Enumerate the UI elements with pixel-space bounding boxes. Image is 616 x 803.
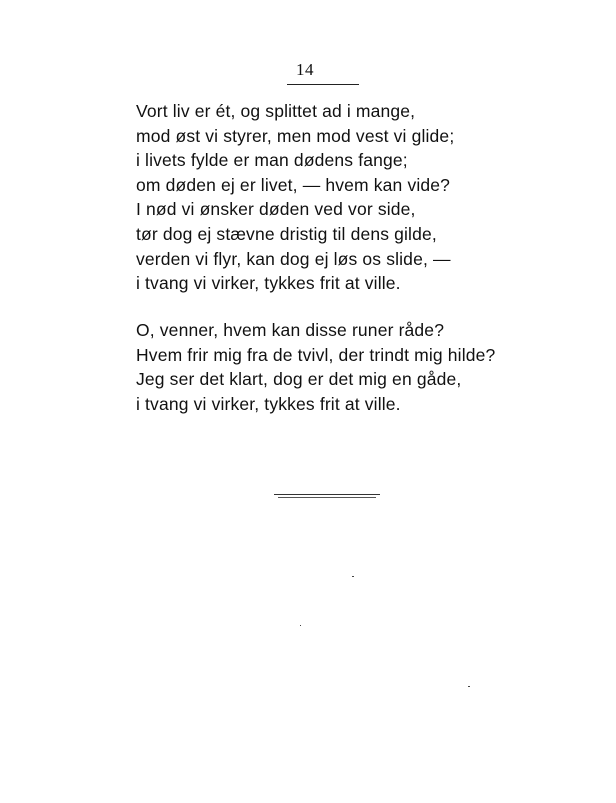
ornament-rule-top	[274, 494, 380, 495]
poem-line: I nød vi ønsker døden ved vor side,	[136, 199, 416, 220]
poem-line: i tvang vi virker, tykkes frit at ville.	[136, 393, 401, 414]
poem-line: i tvang vi virker, tykkes frit at ville.	[136, 273, 401, 294]
poem-line: Jeg ser det klart, dog er det mig en gåde,	[136, 369, 462, 390]
print-speck	[352, 576, 354, 577]
poem-stanza-2	[136, 318, 495, 416]
poem-line: O, venner, hvem kan disse runer råde?	[136, 320, 445, 340]
poem-line: Hvem frir mig fra de tvivl, der trindt mig hilde?	[136, 344, 496, 365]
page-number-rule	[287, 84, 359, 85]
poem-line: mod øst vi styrer, men mod vest vi glide;	[136, 125, 455, 146]
poem-stanza-1	[136, 99, 454, 296]
ornament-rule-bottom	[278, 497, 376, 498]
page-number: 14	[296, 60, 314, 79]
poem-line: verden vi flyr, kan dog ej løs os slide, —	[136, 248, 451, 269]
poem-line: om døden ej er livet, — hvem kan vide?	[136, 174, 451, 195]
poem-line: i livets fylde er man dødens fange;	[136, 150, 408, 171]
poem-line: tør dog ej stævne dristig til dens gilde,	[136, 223, 437, 244]
print-speck	[468, 686, 470, 687]
poem-line: Vort liv er ét, og splittet ad i mange,	[136, 101, 416, 121]
print-speck	[300, 625, 301, 626]
end-ornament-rule	[274, 494, 380, 500]
